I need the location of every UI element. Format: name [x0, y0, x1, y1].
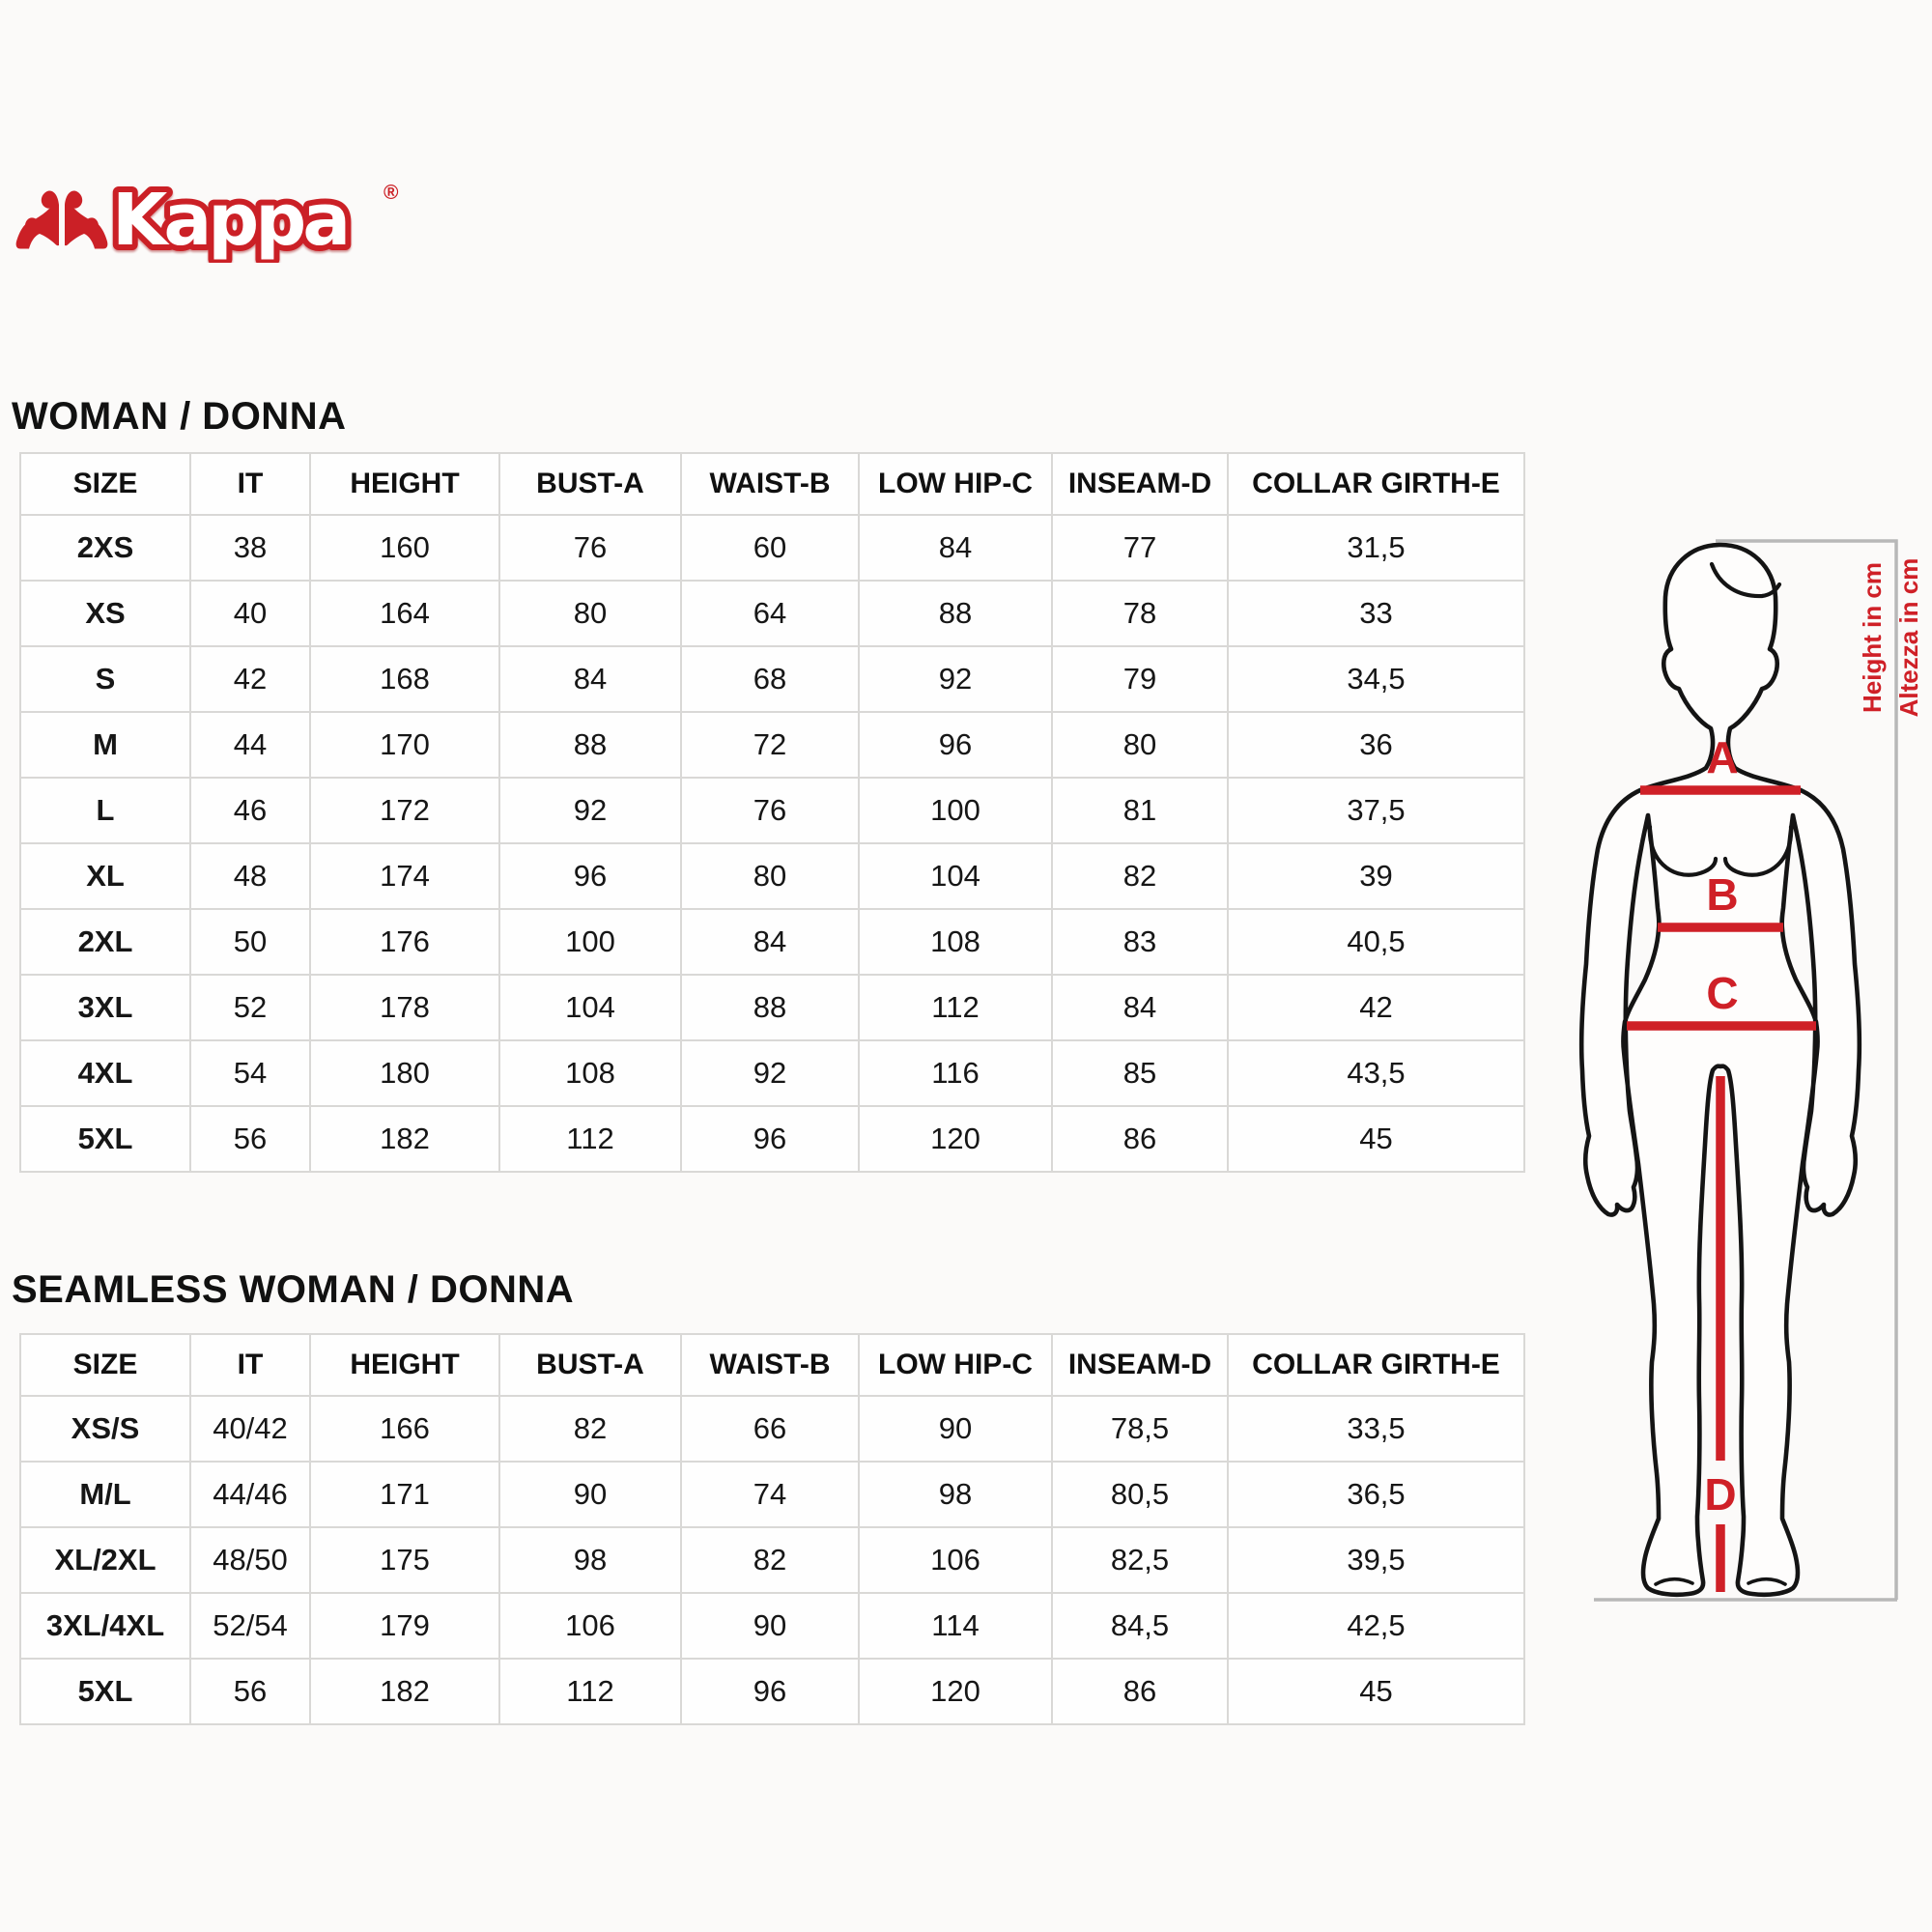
- table-row: [20, 975, 1524, 1040]
- value-cell: 106: [859, 1527, 1052, 1593]
- value-cell: 104: [859, 843, 1052, 909]
- value-cell: 42,5: [1228, 1593, 1524, 1659]
- value-cell: 168: [310, 646, 499, 712]
- size-cell: 5XL: [20, 1659, 190, 1724]
- value-cell: 112: [499, 1106, 681, 1172]
- size-cell: 3XL: [20, 975, 190, 1040]
- column-header: SIZE: [20, 1334, 190, 1396]
- value-cell: 84: [499, 646, 681, 712]
- value-cell: 78,5: [1052, 1396, 1228, 1462]
- value-cell: 42: [190, 646, 310, 712]
- value-cell: 88: [681, 975, 859, 1040]
- table-row: [20, 843, 1524, 909]
- value-cell: 164: [310, 581, 499, 646]
- value-cell: 84,5: [1052, 1593, 1228, 1659]
- table-row: [20, 1462, 1524, 1527]
- value-cell: 83: [1052, 909, 1228, 975]
- value-cell: 36,5: [1228, 1462, 1524, 1527]
- column-header: BUST-A: [499, 1334, 681, 1396]
- table-row: [20, 581, 1524, 646]
- size-cell: 2XS: [20, 515, 190, 581]
- size-cell: S: [20, 646, 190, 712]
- bust-label-a: A: [1706, 732, 1739, 782]
- column-header: HEIGHT: [310, 1334, 499, 1396]
- size-cell: XL/2XL: [20, 1527, 190, 1593]
- value-cell: 80: [499, 581, 681, 646]
- column-header: WAIST-B: [681, 453, 859, 515]
- value-cell: 170: [310, 712, 499, 778]
- value-cell: 80: [1052, 712, 1228, 778]
- value-cell: 37,5: [1228, 778, 1524, 843]
- size-cell: 3XL/4XL: [20, 1593, 190, 1659]
- size-cell: 4XL: [20, 1040, 190, 1106]
- value-cell: 40/42: [190, 1396, 310, 1462]
- value-cell: 176: [310, 909, 499, 975]
- body-measurement-diagram: [1544, 522, 1932, 1633]
- value-cell: 179: [310, 1593, 499, 1659]
- value-cell: 92: [499, 778, 681, 843]
- value-cell: 76: [681, 778, 859, 843]
- value-cell: 34,5: [1228, 646, 1524, 712]
- header-row: [20, 1334, 1524, 1396]
- value-cell: 80,5: [1052, 1462, 1228, 1527]
- value-cell: 178: [310, 975, 499, 1040]
- value-cell: 108: [499, 1040, 681, 1106]
- value-cell: 90: [499, 1462, 681, 1527]
- value-cell: 106: [499, 1593, 681, 1659]
- table-row: [20, 515, 1524, 581]
- value-cell: 74: [681, 1462, 859, 1527]
- kappa-logo-graphic: [12, 174, 408, 263]
- value-cell: 114: [859, 1593, 1052, 1659]
- value-cell: 92: [859, 646, 1052, 712]
- kappa-logo: [12, 174, 408, 268]
- value-cell: 175: [310, 1527, 499, 1593]
- value-cell: 72: [681, 712, 859, 778]
- section-title-seamless-woman: SEAMLESS WOMAN / DONNA: [12, 1267, 575, 1311]
- value-cell: 96: [681, 1659, 859, 1724]
- value-cell: 120: [859, 1106, 1052, 1172]
- value-cell: 116: [859, 1040, 1052, 1106]
- value-cell: 50: [190, 909, 310, 975]
- value-cell: 86: [1052, 1659, 1228, 1724]
- value-cell: 43,5: [1228, 1040, 1524, 1106]
- seamless-woman-size-table: [19, 1333, 1525, 1725]
- value-cell: 40,5: [1228, 909, 1524, 975]
- size-cell: XS: [20, 581, 190, 646]
- value-cell: 76: [499, 515, 681, 581]
- header-row: [20, 453, 1524, 515]
- kappa-omini-icon: [16, 191, 108, 249]
- value-cell: 90: [681, 1593, 859, 1659]
- size-cell: M/L: [20, 1462, 190, 1527]
- value-cell: 56: [190, 1106, 310, 1172]
- column-header: IT: [190, 453, 310, 515]
- value-cell: 52/54: [190, 1593, 310, 1659]
- column-header: INSEAM-D: [1052, 1334, 1228, 1396]
- table-row: [20, 1040, 1524, 1106]
- size-cell: L: [20, 778, 190, 843]
- size-cell: M: [20, 712, 190, 778]
- table-row: [20, 1527, 1524, 1593]
- value-cell: 38: [190, 515, 310, 581]
- value-cell: 42: [1228, 975, 1524, 1040]
- column-header: LOW HIP-C: [859, 1334, 1052, 1396]
- value-cell: 64: [681, 581, 859, 646]
- value-cell: 44/46: [190, 1462, 310, 1527]
- value-cell: 180: [310, 1040, 499, 1106]
- value-cell: 82,5: [1052, 1527, 1228, 1593]
- value-cell: 104: [499, 975, 681, 1040]
- value-cell: 60: [681, 515, 859, 581]
- value-cell: 44: [190, 712, 310, 778]
- table-row: [20, 778, 1524, 843]
- value-cell: 84: [859, 515, 1052, 581]
- inseam-label-d: D: [1704, 1469, 1737, 1520]
- value-cell: 96: [859, 712, 1052, 778]
- column-header: SIZE: [20, 453, 190, 515]
- column-header: LOW HIP-C: [859, 453, 1052, 515]
- value-cell: 66: [681, 1396, 859, 1462]
- value-cell: 82: [499, 1396, 681, 1462]
- value-cell: 166: [310, 1396, 499, 1462]
- value-cell: 96: [499, 843, 681, 909]
- column-header: INSEAM-D: [1052, 453, 1228, 515]
- value-cell: 81: [1052, 778, 1228, 843]
- value-cell: 86: [1052, 1106, 1228, 1172]
- value-cell: 46: [190, 778, 310, 843]
- column-header: IT: [190, 1334, 310, 1396]
- table-row: [20, 1659, 1524, 1724]
- value-cell: 98: [499, 1527, 681, 1593]
- value-cell: 112: [859, 975, 1052, 1040]
- woman-size-table: [19, 452, 1525, 1173]
- value-cell: 182: [310, 1659, 499, 1724]
- value-cell: 171: [310, 1462, 499, 1527]
- table-row: [20, 909, 1524, 975]
- value-cell: 82: [1052, 843, 1228, 909]
- value-cell: 174: [310, 843, 499, 909]
- value-cell: 48: [190, 843, 310, 909]
- value-cell: 100: [499, 909, 681, 975]
- value-cell: 48/50: [190, 1527, 310, 1593]
- value-cell: 40: [190, 581, 310, 646]
- value-cell: 108: [859, 909, 1052, 975]
- value-cell: 84: [1052, 975, 1228, 1040]
- value-cell: 33: [1228, 581, 1524, 646]
- value-cell: 68: [681, 646, 859, 712]
- value-cell: 182: [310, 1106, 499, 1172]
- height-in-cm-label: Height in cm: [1858, 561, 1887, 714]
- altezza-in-cm-label: Altezza in cm: [1894, 557, 1923, 718]
- value-cell: 112: [499, 1659, 681, 1724]
- table-row: [20, 712, 1524, 778]
- value-cell: 52: [190, 975, 310, 1040]
- value-cell: 80: [681, 843, 859, 909]
- value-cell: 45: [1228, 1106, 1524, 1172]
- column-header: COLLAR GIRTH-E: [1228, 1334, 1524, 1396]
- table-row: [20, 1396, 1524, 1462]
- waist-label-b: B: [1706, 869, 1739, 920]
- size-cell: XS/S: [20, 1396, 190, 1462]
- value-cell: 78: [1052, 581, 1228, 646]
- low-hip-label-c: C: [1706, 968, 1739, 1018]
- value-cell: 31,5: [1228, 515, 1524, 581]
- value-cell: 77: [1052, 515, 1228, 581]
- column-header: HEIGHT: [310, 453, 499, 515]
- table-row: [20, 1106, 1524, 1172]
- column-header: COLLAR GIRTH-E: [1228, 453, 1524, 515]
- value-cell: 36: [1228, 712, 1524, 778]
- table-row: [20, 1593, 1524, 1659]
- kappa-wordmark: Kappa: [112, 179, 348, 262]
- section-title-woman: WOMAN / DONNA: [12, 394, 347, 438]
- value-cell: 79: [1052, 646, 1228, 712]
- value-cell: 88: [499, 712, 681, 778]
- value-cell: 100: [859, 778, 1052, 843]
- value-cell: 82: [681, 1527, 859, 1593]
- value-cell: 90: [859, 1396, 1052, 1462]
- value-cell: 39: [1228, 843, 1524, 909]
- registered-trademark-symbol: ®: [384, 182, 399, 204]
- value-cell: 85: [1052, 1040, 1228, 1106]
- column-header: WAIST-B: [681, 1334, 859, 1396]
- size-cell: XL: [20, 843, 190, 909]
- value-cell: 88: [859, 581, 1052, 646]
- column-header: BUST-A: [499, 453, 681, 515]
- value-cell: 92: [681, 1040, 859, 1106]
- value-cell: 84: [681, 909, 859, 975]
- value-cell: 54: [190, 1040, 310, 1106]
- value-cell: 98: [859, 1462, 1052, 1527]
- value-cell: 33,5: [1228, 1396, 1524, 1462]
- value-cell: 56: [190, 1659, 310, 1724]
- value-cell: 39,5: [1228, 1527, 1524, 1593]
- value-cell: 45: [1228, 1659, 1524, 1724]
- value-cell: 160: [310, 515, 499, 581]
- size-cell: 5XL: [20, 1106, 190, 1172]
- table-row: [20, 646, 1524, 712]
- value-cell: 96: [681, 1106, 859, 1172]
- value-cell: 172: [310, 778, 499, 843]
- size-cell: 2XL: [20, 909, 190, 975]
- value-cell: 120: [859, 1659, 1052, 1724]
